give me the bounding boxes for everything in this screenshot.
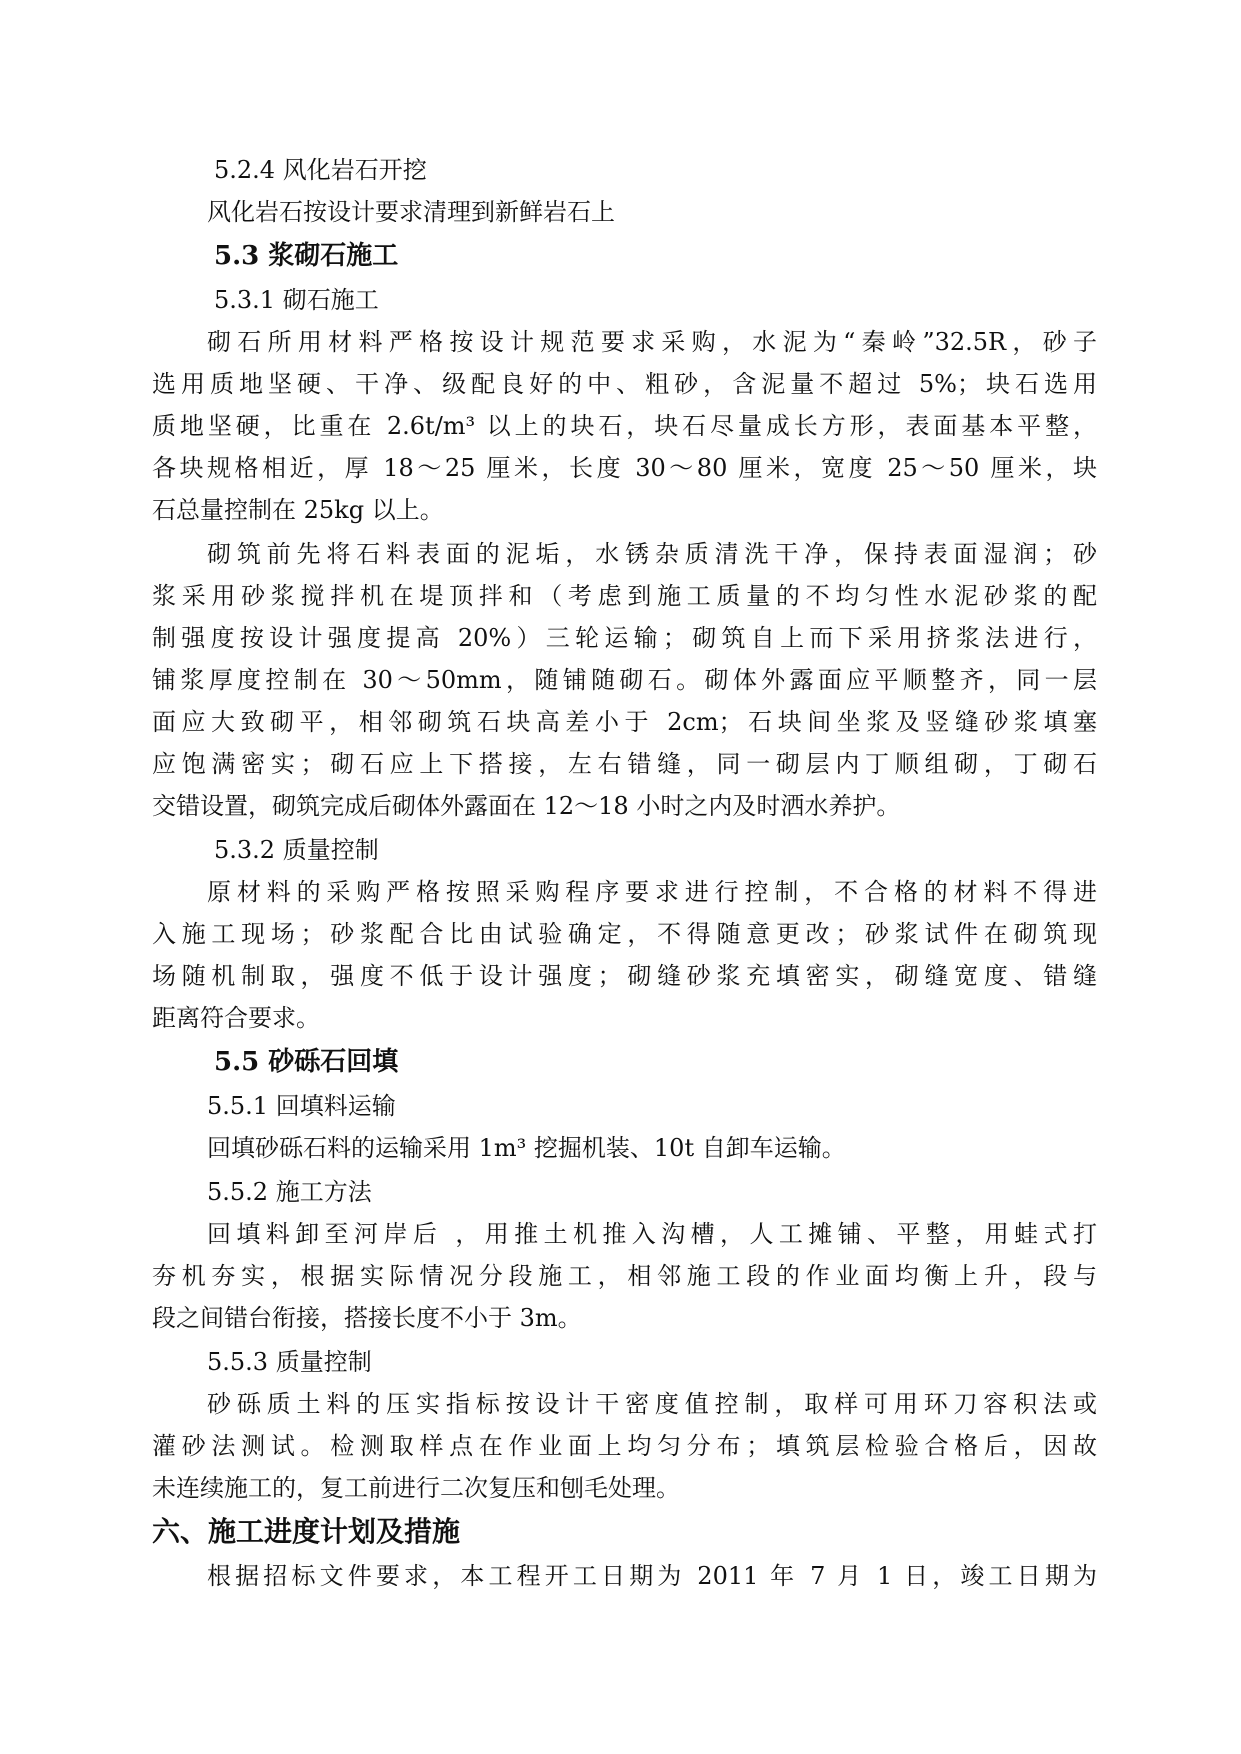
text-line: 夯机夯实，根据实际情况分段施工，相邻施工段的作业面均衡上升，段与 <box>152 1262 1097 1290</box>
text-line: 未连续施工的，复工前进行二次复压和刨毛处理。 <box>152 1474 680 1502</box>
text-line: 原材料的采购严格按照采购程序要求进行控制，不合格的材料不得进 <box>207 878 1097 906</box>
text-line: 浆采用砂浆搅拌机在堤顶拌和（考虑到施工质量的不均匀性水泥砂浆的配 <box>152 582 1097 610</box>
text-line: 砂砾质土料的压实指标按设计干密度值控制，取样可用环刀容积法或 <box>207 1390 1097 1418</box>
text-line: 风化岩石按设计要求清理到新鲜岩石上 <box>207 198 615 226</box>
text-line: 5.3.1 砌石施工 <box>214 286 379 314</box>
text-line: 各块规格相近，厚 18～25 厘米，长度 30～80 厘米，宽度 25～50 厘米，块 <box>152 454 1097 482</box>
text-line: 石总量控制在 25kg 以上。 <box>152 496 444 524</box>
text-line: 选用质地坚硬、干净、级配良好的中、粗砂，含泥量不超过 5%；块石选用 <box>152 370 1097 398</box>
text-line: 段之间错台衔接，搭接长度不小于 3m。 <box>152 1304 582 1332</box>
text-line: 根据招标文件要求，本工程开工日期为 2011 年 7 月 1 日，竣工日期为 <box>207 1562 1097 1590</box>
text-line: 5.5.1 回填料运输 <box>207 1092 396 1120</box>
text-line: 5.3 浆砌石施工 <box>214 241 399 271</box>
text-line: 质地坚硬，比重在 2.6t/m³ 以上的块石，块石尽量成长方形，表面基本平整， <box>152 412 1097 440</box>
text-line: 场随机制取，强度不低于设计强度；砌缝砂浆充填密实，砌缝宽度、错缝 <box>152 962 1097 990</box>
text-line: 制强度按设计强度提高 20%）三轮运输；砌筑自上而下采用挤浆法进行， <box>152 624 1097 652</box>
text-line: 灌砂法测试。检测取样点在作业面上均匀分布；填筑层检验合格后，因故 <box>152 1432 1097 1460</box>
text-line: 砌筑前先将石料表面的泥垢，水锈杂质清洗干净，保持表面湿润；砂 <box>207 540 1097 568</box>
text-line: 交错设置，砌筑完成后砌体外露面在 12～18 小时之内及时洒水养护。 <box>152 792 901 820</box>
text-line: 回填砂砾石料的运输采用 1m³ 挖掘机装、10t 自卸车运输。 <box>207 1134 846 1162</box>
text-line: 入施工现场；砂浆配合比由试验确定，不得随意更改；砂浆试件在砌筑现 <box>152 920 1097 948</box>
text-line: 5.5 砂砾石回填 <box>214 1047 399 1077</box>
text-line: 5.2.4 风化岩石开挖 <box>214 156 427 184</box>
text-line: 应饱满密实；砌石应上下搭接，左右错缝，同一砌层内丁顺组砌，丁砌石 <box>152 750 1097 778</box>
text-line: 铺浆厚度控制在 30～50mm，随铺随砌石。砌体外露面应平顺整齐，同一层 <box>152 666 1097 694</box>
text-line: 砌石所用材料严格按设计规范要求采购，水泥为“秦岭”32.5R，砂子 <box>207 328 1097 356</box>
text-line: 5.5.3 质量控制 <box>207 1348 372 1376</box>
text-line: 距离符合要求。 <box>152 1004 320 1032</box>
text-line: 5.5.2 施工方法 <box>207 1178 372 1206</box>
text-line: 5.3.2 质量控制 <box>214 836 379 864</box>
text-line: 六、施工进度计划及措施 <box>152 1515 461 1548</box>
text-line: 回填料卸至河岸后 ，用推土机推入沟槽，人工摊铺、平整，用蛙式打 <box>207 1220 1097 1248</box>
text-line: 面应大致砌平，相邻砌筑石块高差小于 2cm；石块间坐浆及竖缝砂浆填塞 <box>152 708 1097 736</box>
